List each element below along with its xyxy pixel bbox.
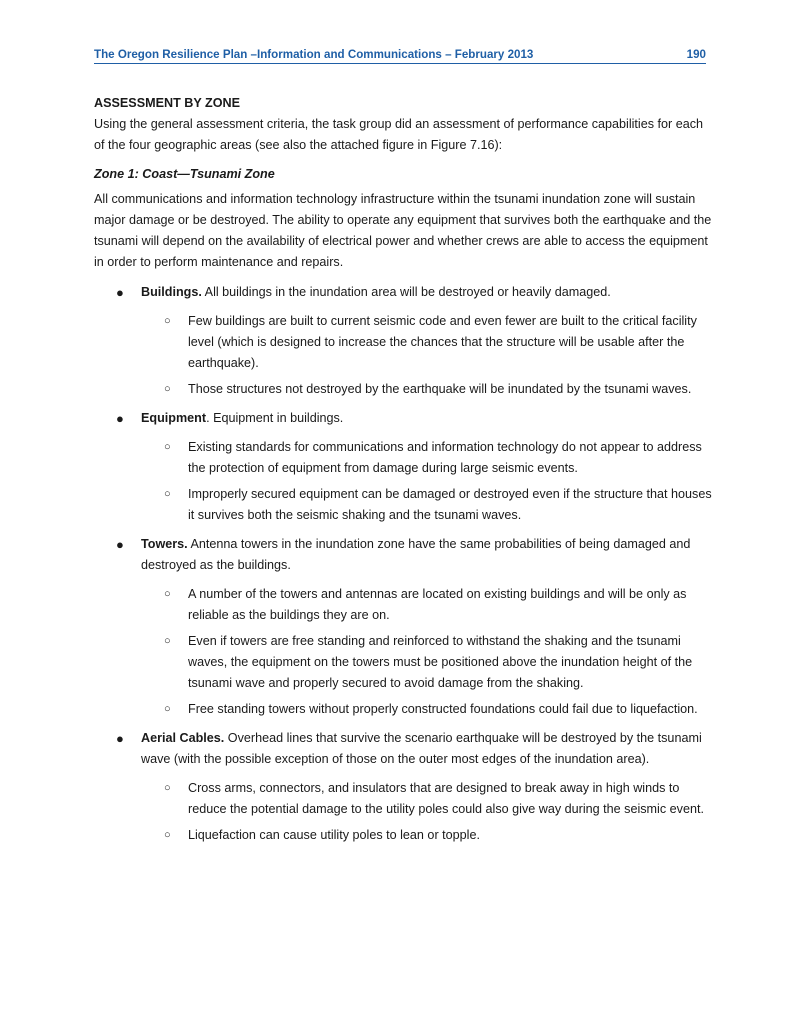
sub-item <box>141 379 714 400</box>
bullet-icon: ● <box>116 411 124 426</box>
bullet-text: . Equipment in buildings. <box>206 411 344 425</box>
sub-item <box>141 631 714 694</box>
bullet-label: Towers. <box>141 537 188 551</box>
sub-list <box>141 311 714 400</box>
sub-list <box>141 584 714 720</box>
bullet-list <box>94 282 714 846</box>
circle-bullet-icon: ○ <box>164 441 171 453</box>
sub-list <box>141 437 714 526</box>
bullet-text: All buildings in the inundation area will be destroyed or heavily damaged. <box>201 285 611 299</box>
zone-paragraph: All communications and information technology infrastructure within the tsunami inundation zone will sustain major damage or be destroyed. The ability to operate any equipment that survives both the earthquake and the tsunami will depend on the availability of electrical power and whether crews are able to access the equipment in order to perform maintenance and repairs. <box>94 192 712 269</box>
circle-bullet-icon: ○ <box>164 635 171 647</box>
sub-item-text: Free standing towers without properly constructed foundations could fail due to liquefaction. <box>188 702 698 716</box>
sub-item-text: A number of the towers and antennas are located on existing buildings and will be only as reliable as the buildings they are on. <box>188 587 687 622</box>
sub-item-text: Improperly secured equipment can be damaged or destroyed even if the structure that houses it survives both the seismic shaking and the tsunami waves. <box>188 487 712 522</box>
bullet-icon: ● <box>116 731 124 746</box>
bullet-item-aerial-cables <box>94 728 714 846</box>
circle-bullet-icon: ○ <box>164 315 171 327</box>
sub-list <box>141 778 714 846</box>
bullet-label: Aerial Cables. <box>141 731 225 745</box>
content <box>94 93 714 854</box>
sub-item <box>141 699 714 720</box>
sub-item-text: Cross arms, connectors, and insulators that are designed to break away in high winds to reduce the potential damage to the utility poles could also give way during the seismic event. <box>188 781 704 816</box>
bullet-icon: ● <box>116 285 124 300</box>
circle-bullet-icon: ○ <box>164 782 171 794</box>
sub-item <box>141 437 714 479</box>
sub-item-text: Those structures not destroyed by the earthquake will be inundated by the tsunami waves. <box>188 382 692 396</box>
sub-item-text: Few buildings are built to current seismic code and even fewer are built to the critical facility level (which is designed to increase the chances that the structure will be usable after the earthquake). <box>188 314 697 370</box>
intro-paragraph: Using the general assessment criteria, the task group did an assessment of performance capabilities for each of the four geographic areas (see also the attached figure in Figure 7.16): <box>94 117 704 152</box>
circle-bullet-icon: ○ <box>164 383 171 395</box>
bullet-item-buildings <box>94 282 714 400</box>
sub-item <box>141 825 714 846</box>
sub-item-text: Existing standards for communications and information technology do not appear to address the protection of equipment from damage during large seismic events. <box>188 440 702 475</box>
circle-bullet-icon: ○ <box>164 588 171 600</box>
sub-item-text: Even if towers are free standing and reinforced to withstand the shaking and the tsunami waves, the equipment on the towers must be positioned above the inundation height of the tsunami wave and properly secured to avoid damage from the shaking. <box>188 634 693 690</box>
zone-title: Zone 1: Coast—Tsunami Zone <box>94 167 275 181</box>
bullet-text: Overhead lines that survive the scenario earthquake will be destroyed by the tsunami wave (with the possible exception of those on the outer most edges of the inundation area). <box>141 731 702 766</box>
running-header <box>94 47 706 64</box>
page-number: 190 <box>686 48 706 61</box>
sub-item <box>141 484 714 526</box>
sub-item <box>141 311 714 374</box>
circle-bullet-icon: ○ <box>164 829 171 841</box>
circle-bullet-icon: ○ <box>164 703 171 715</box>
sub-item <box>141 778 714 820</box>
bullet-label: Equipment <box>141 411 207 425</box>
sub-item-text: Liquefaction can cause utility poles to lean or topple. <box>188 828 480 842</box>
bullet-item-equipment <box>94 408 714 526</box>
sub-item <box>141 584 714 626</box>
bullet-item-towers <box>94 534 714 720</box>
circle-bullet-icon: ○ <box>164 488 171 500</box>
section-heading: ASSESSMENT BY ZONE <box>94 96 241 110</box>
bullet-label: Buildings. <box>141 285 202 299</box>
header-title: The Oregon Resilience Plan –Information and Communications – February 2013 <box>94 48 534 61</box>
bullet-icon: ● <box>116 537 124 552</box>
bullet-text: Antenna towers in the inundation zone have the same probabilities of being damaged and destroyed as the buildings. <box>141 537 691 572</box>
